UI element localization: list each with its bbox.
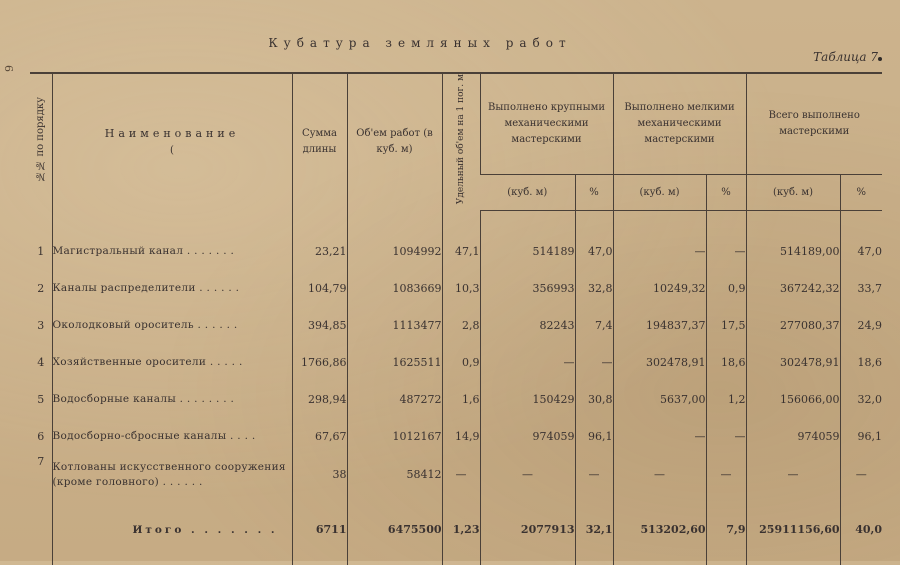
row-large-m3: — [480, 344, 575, 381]
total-small-m3: 513202,60 [613, 495, 706, 565]
row-large-m3: 356993 [480, 270, 575, 307]
table-row [30, 270, 882, 307]
row-total-pct: 18,6 [840, 344, 882, 381]
header-name-mark: ( [170, 144, 174, 156]
row-total-m3: 514189,00 [746, 233, 840, 270]
header-large-unit: (куб. м) [480, 175, 575, 210]
row-large-pct: — [575, 455, 613, 495]
row-index: 7 [37, 454, 45, 468]
row-total-pct: 33,7 [840, 270, 882, 307]
header-length: Сумма длины [292, 73, 347, 210]
row-index: 5 [37, 392, 45, 406]
row-specific: 14,9 [442, 418, 480, 455]
row-index: 3 [37, 318, 45, 332]
row-large-m3: 514189 [480, 233, 575, 270]
total-large-pct: 32,1 [575, 495, 613, 565]
total-large-m3: 2077913 [480, 495, 575, 565]
row-name: Котлованы искусственного сооружения (кроме головного) . . . . . . [52, 455, 292, 495]
earthworks-table [30, 72, 882, 565]
row-large-pct: 32,8 [575, 270, 613, 307]
header-small-pct: % [706, 175, 746, 210]
header-total-pct: % [840, 175, 882, 210]
row-large-pct: 47,0 [575, 233, 613, 270]
row-small-pct: — [706, 418, 746, 455]
row-small-m3: — [613, 418, 706, 455]
row-total-pct: 96,1 [840, 418, 882, 455]
row-name: Каналы распределители . . . . . . [52, 270, 292, 307]
header-row-main [30, 73, 882, 175]
row-name: Водосборно-сбросные каналы . . . . [52, 418, 292, 455]
table-row [30, 418, 882, 455]
total-total-m3: 25911156,60 [746, 495, 840, 565]
row-volume: 1083669 [347, 270, 442, 307]
header-large-pct: % [575, 175, 613, 210]
total-small-pct: 7,9 [706, 495, 746, 565]
row-length: 394,85 [292, 307, 347, 344]
row-length: 23,21 [292, 233, 347, 270]
row-large-m3: 82243 [480, 307, 575, 344]
spacer-row [30, 210, 882, 233]
ink-dot [878, 57, 882, 61]
header-volume: Об'ем работ (в куб. м) [347, 73, 442, 210]
header-small: Выполнено мелкими механическими мастерскими [613, 73, 746, 175]
page-number: 9 [3, 65, 16, 72]
row-index: 1 [37, 244, 45, 258]
row-small-m3: 302478,91 [613, 344, 706, 381]
row-length: 1766,86 [292, 344, 347, 381]
row-total-m3: — [746, 455, 840, 495]
row-large-pct: 30,8 [575, 381, 613, 418]
header-total-unit: (куб. м) [746, 175, 840, 210]
row-index: 4 [37, 355, 45, 369]
row-specific: 2,8 [442, 307, 480, 344]
header-total: Всего выполнено мастерскими [746, 73, 882, 175]
row-index: 6 [37, 429, 45, 443]
row-small-pct: 17,5 [706, 307, 746, 344]
row-volume: 1625511 [347, 344, 442, 381]
table-row [30, 233, 882, 270]
row-length: 298,94 [292, 381, 347, 418]
total-volume: 6475500 [347, 495, 442, 565]
total-label: Итого . . . . . . . [52, 495, 292, 565]
row-volume: 1113477 [347, 307, 442, 344]
row-total-m3: 974059 [746, 418, 840, 455]
total-row [30, 495, 882, 565]
table-row [30, 455, 882, 495]
row-total-pct: 47,0 [840, 233, 882, 270]
row-length: 38 [292, 455, 347, 495]
row-length: 104,79 [292, 270, 347, 307]
total-specific: 1,23 [442, 495, 480, 565]
row-volume: 1094992 [347, 233, 442, 270]
row-length: 67,67 [292, 418, 347, 455]
row-small-m3: — [613, 455, 706, 495]
row-small-pct: — [706, 455, 746, 495]
row-large-m3: 974059 [480, 418, 575, 455]
row-large-pct: — [575, 344, 613, 381]
row-total-m3: 367242,32 [746, 270, 840, 307]
row-small-m3: 10249,32 [613, 270, 706, 307]
row-name: Водосборные каналы . . . . . . . . [52, 381, 292, 418]
table-row [30, 344, 882, 381]
table-label: Таблица 7 [813, 50, 878, 64]
table-row [30, 307, 882, 344]
row-large-m3: 150429 [480, 381, 575, 418]
row-small-pct: — [706, 233, 746, 270]
row-small-m3: 194837,37 [613, 307, 706, 344]
row-total-pct: — [840, 455, 882, 495]
row-total-pct: 32,0 [840, 381, 882, 418]
row-volume: 58412 [347, 455, 442, 495]
row-name: Хозяйственные оросители . . . . . [52, 344, 292, 381]
row-volume: 1012167 [347, 418, 442, 455]
total-length: 6711 [292, 495, 347, 565]
header-specific: Удельный об'ем на 1 пог. м [442, 73, 480, 210]
row-small-m3: — [613, 233, 706, 270]
row-index: 2 [37, 281, 45, 295]
header-small-unit: (куб. м) [613, 175, 706, 210]
row-total-m3: 277080,37 [746, 307, 840, 344]
row-large-pct: 7,4 [575, 307, 613, 344]
page-title: Кубатура земляных работ [268, 36, 572, 50]
row-specific: 10,3 [442, 270, 480, 307]
row-total-m3: 156066,00 [746, 381, 840, 418]
table-row [30, 381, 882, 418]
row-specific: 0,9 [442, 344, 480, 381]
total-total-pct: 40,0 [840, 495, 882, 565]
row-specific: — [442, 455, 480, 495]
header-index: №№ по порядку [30, 73, 52, 210]
row-large-m3: — [480, 455, 575, 495]
row-specific: 47,1 [442, 233, 480, 270]
row-volume: 487272 [347, 381, 442, 418]
row-large-pct: 96,1 [575, 418, 613, 455]
row-small-pct: 18,6 [706, 344, 746, 381]
row-total-m3: 302478,91 [746, 344, 840, 381]
row-small-pct: 1,2 [706, 381, 746, 418]
header-large: Выполнено крупными механическими мастерскими [480, 73, 613, 175]
row-small-m3: 5637,00 [613, 381, 706, 418]
row-name: Околодковый ороситель . . . . . . [52, 307, 292, 344]
row-name: Магистральный канал . . . . . . . [52, 233, 292, 270]
header-name: Наименование ( [52, 73, 292, 210]
row-small-pct: 0,9 [706, 270, 746, 307]
row-specific: 1,6 [442, 381, 480, 418]
row-total-pct: 24,9 [840, 307, 882, 344]
